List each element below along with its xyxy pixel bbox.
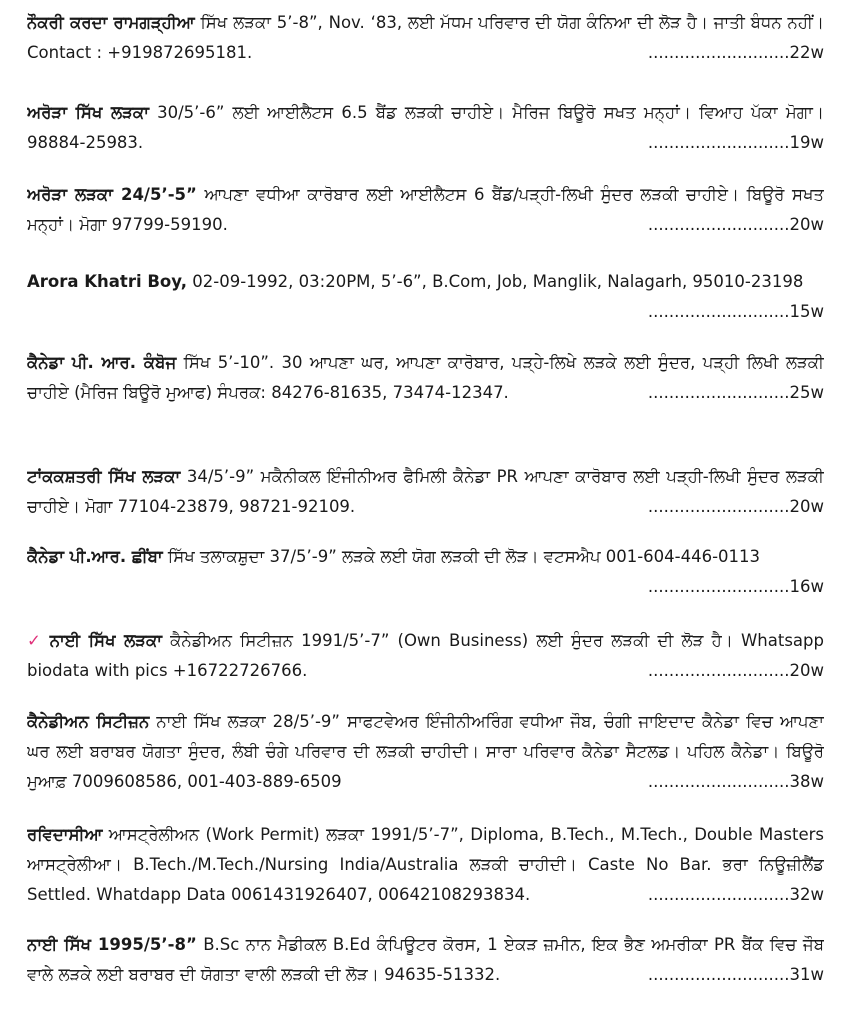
ad-body: 02-09-1992, 03:20PM, 5’-6”, B.Com, Job, Manglik, Nalagarh, 95010-23198 — [187, 272, 804, 291]
ad-body: ਆਪਣਾ ਵਧੀਆ ਕਾਰੋਬਾਰ ਲਈ ਆਈਲੈਟਸ 6 ਬੈਂਡ/ਪੜ੍ਹੀ-ਲਿਖੀ ਸੁੰਦਰ ਲੜਕੀ ਚਾਹੀਏ। ਬਿਊਰੋ ਸਖਤ ਮਨ੍ਹਾਂ। ਮੋਗਾ 97799-59190. — [27, 185, 824, 234]
ad-body: ਸਿੱਖ 5’-10”. 30 ਆਪਣਾ ਘਰ, ਆਪਣਾ ਕਾਰੋਬਾਰ, ਪੜ੍ਹੇ-ਲਿਖੇ ਲੜਕੇ ਲਈ ਸੁੰਦਰ, ਪੜ੍ਹੀ ਲਿਖੀ ਲੜਕੀ ਚਾਹੀਏ (ਮੈਰਿਜ ਬਿਊਰੋ ਮੁਆਫ) ਸੰਪਰਕ: 84276-81635, 73474-12347. — [27, 353, 824, 402]
ad-lead: ਕੈਨੇਡੀਅਨ ਸਿਟੀਜ਼ਨ — [27, 712, 150, 731]
classified-ad — [27, 462, 824, 522]
ad-word-count: ...........................15w — [647, 302, 824, 321]
classified-ad — [27, 8, 824, 68]
ad-word-count: ...........................20w — [647, 661, 824, 680]
ad-lead: ਨੌਕਰੀ ਕਰਦਾ ਰਾਮਗੜ੍ਹੀਆ — [27, 13, 195, 32]
classified-ad — [27, 930, 824, 990]
ad-word-count: ...........................32w — [647, 885, 824, 904]
ad-lead: ਰਵਿਦਾਸੀਆ — [27, 825, 103, 844]
ad-body: B.Sc ਨਾਨ ਮੈਡੀਕਲ B.Ed ਕੰਪਿਊਟਰ ਕੋਰਸ, 1 ਏਕੜ ਜ਼ਮੀਨ, ਇਕ ਭੈਣ ਅਮਰੀਕਾ PR ਬੈਂਕ ਵਿਚ ਜੌਬ ਵਾਲੇ ਲੜਕੇ ਲਈ ਬਰਾਬਰ ਦੀ ਯੋਗਤਾ ਵਾਲੀ ਲੜਕੀ ਦੀ ਲੋੜ। 94635-51332. — [27, 935, 824, 984]
ad-word-count: ...........................31w — [647, 965, 824, 984]
ad-body: ਸਿੱਖ ਲੜਕਾ 5’-8”, Nov. ‘83, ਲਈ ਮੱਧਮ ਪਰਿਵਾਰ ਦੀ ਯੋਗ ਕੰਨਿਆ ਦੀ ਲੋੜ ਹੈ। ਜਾਤੀ ਬੰਧਨ ਨਹੀਂ। Contact : +919872695181. — [27, 13, 824, 62]
classified-ad — [27, 348, 824, 408]
ad-body: 30/5’-6” ਲਈ ਆਈਲੈਟਸ 6.5 ਬੈਂਡ ਲੜਕੀ ਚਾਹੀਏ। ਮੈਰਿਜ ਬਿਊਰੋ ਸਖਤ ਮਨ੍ਹਾਂ। ਵਿਆਹ ਪੱਕਾ ਮੋਗਾ। 98884-25983. — [27, 103, 824, 152]
ad-body: ਨਾਈ ਸਿੱਖ ਲੜਕਾ 28/5’-9” ਸਾਫਟਵੇਅਰ ਇੰਜੀਨੀਅਰਿੰਗ ਵਧੀਆ ਜੌਬ, ਚੰਗੀ ਜਾਇਦਾਦ ਕੈਨੇਡਾ ਵਿਚ ਆਪਣਾ ਘਰ ਲਈ ਬਰਾਬਰ ਯੋਗਤਾ ਸੁੰਦਰ, ਲੰਬੀ ਚੰਗੇ ਪਰਿਵਾਰ ਦੀ ਲੜਕੀ ਚਾਹੀਦੀ। ਸਾਰਾ ਪਰਿਵਾਰ ਕੈਨੇਡਾ ਸੈਟਲਡ। ਪਹਿਲ ਕੈਨੇਡਾ। ਬਿਊਰੋ ਮੁਆਫ਼ 7009608586, 001-403-889-6509 — [27, 712, 824, 791]
classified-ad — [27, 820, 824, 910]
classified-ad — [27, 98, 824, 158]
ad-lead: ਕੈਨੇਡਾ ਪੀ.ਆਰ. ਛੀਂਬਾ — [27, 547, 163, 566]
check-mark-icon: ✓ — [27, 631, 44, 650]
ad-lead: ਕੈਨੇਡਾ ਪੀ. ਆਰ. ਕੰਬੋਜ — [27, 353, 177, 372]
classified-ad — [27, 180, 824, 240]
ad-word-count: ...........................20w — [647, 215, 824, 234]
ad-word-count: ...........................38w — [647, 772, 824, 791]
ad-lead: ਅਰੋੜਾ ਸਿੱਖ ਲੜਕਾ — [27, 103, 149, 122]
ad-lead: ਨਾਈ ਸਿੱਖ ਲੜਕਾ — [49, 631, 162, 650]
ad-body: ਕੈਨੇਡੀਅਨ ਸਿਟੀਜ਼ਨ 1991/5’-7” (Own Business) ਲਈ ਸੁੰਦਰ ਲੜਕੀ ਦੀ ਲੋੜ ਹੈ। Whatsapp biodata with pics +16722726766. — [27, 631, 824, 680]
ad-lead: ਨਾਈ ਸਿੱਖ 1995/5’-8” — [27, 935, 197, 954]
ad-word-count: ...........................20w — [647, 497, 824, 516]
ad-word-count: ...........................16w — [647, 577, 824, 596]
ad-body: ਸਿੱਖ ਤਲਾਕਸ਼ੁਦਾ 37/5’-9” ਲੜਕੇ ਲਈ ਯੋਗ ਲੜਕੀ ਦੀ ਲੋੜ। ਵਟਸਐਪ 001-604-446-0113 — [162, 547, 761, 566]
ad-lead: ਅਰੋੜਾ ਲੜਕਾ 24/5’-5” — [27, 185, 197, 204]
ad-lead: ਟਾਂਕਕਸ਼ਤਰੀ ਸਿੱਖ ਲੜਕਾ — [27, 467, 181, 486]
ad-body: 34/5’-9” ਮਕੈਨੀਕਲ ਇੰਜੀਨੀਅਰ ਫੈਮਿਲੀ ਕੈਨੇਡਾ PR ਆਪਣਾ ਕਾਰੋਬਾਰ ਲਈ ਪੜ੍ਹੀ-ਲਿਖੀ ਸੁੰਦਰ ਲੜਕੀ ਚਾਹੀਏ। ਮੋਗਾ 77104-23879, 98721-92109. — [27, 467, 824, 516]
ad-word-count: ...........................25w — [647, 383, 824, 402]
ad-word-count: ...........................19w — [647, 133, 824, 152]
classified-ad — [27, 626, 824, 686]
classified-ad — [27, 267, 824, 327]
ad-word-count: ...........................22w — [647, 43, 824, 62]
classified-ad — [27, 707, 824, 797]
ad-lead: Arora Khatri Boy, — [27, 272, 188, 291]
ad-body: ਆਸਟ੍ਰੇਲੀਅਨ (Work Permit) ਲੜਕਾ 1991/5’-7”, Diploma, B.Tech., M.Tech., Double Masters ਆਸਟ੍ਰੇਲੀਆ। B.Tech./M.Tech./Nursing India/Australia ਲੜਕੀ ਚਾਹੀਦੀ। Caste No Bar. ਭਰਾ ਨਿਊਜ਼ੀਲੈਂਡ Settled. Whatdapp Data 0061431926407, 00642108293834. — [27, 825, 824, 904]
classified-ad — [27, 542, 824, 602]
